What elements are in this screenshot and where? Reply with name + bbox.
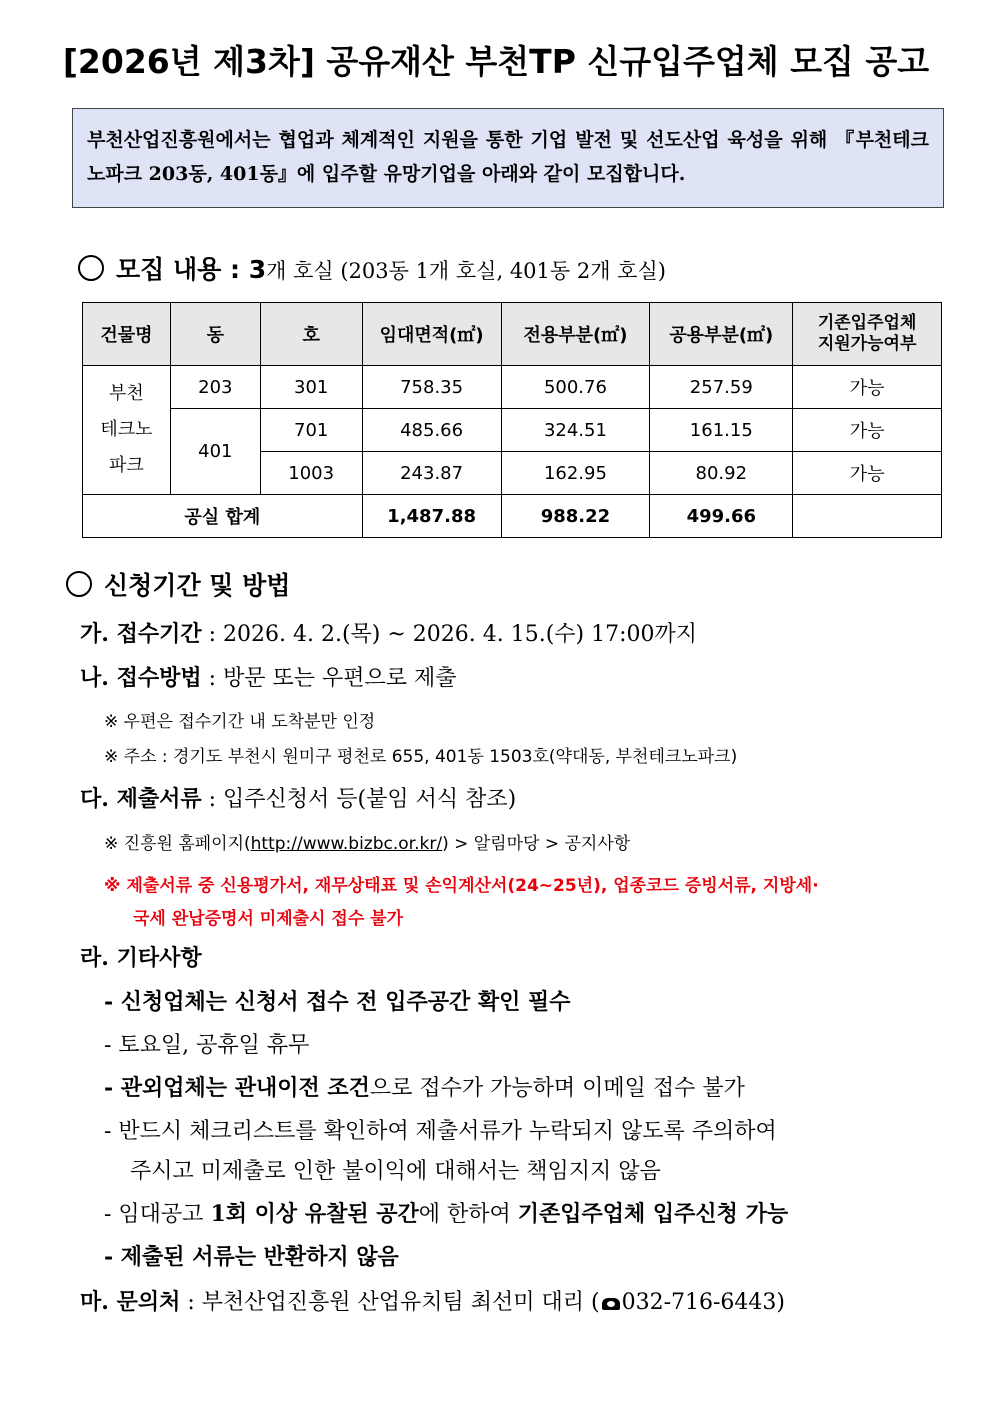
homepage-note: ※ 진흥원 홈페이지(http://www.bizbc.or.kr/) > 알림마당 > 공지사항: [104, 834, 631, 854]
area-cell: 243.87: [362, 452, 501, 495]
common-cell: 80.92: [650, 452, 793, 495]
homepage-link[interactable]: http://www.bizbc.or.kr/: [250, 834, 443, 854]
table-row: [83, 409, 942, 452]
warning-line-1: ※ 제출서류 중 신용평가서, 재무상태표 및 손익계산서(24~25년), 업종코드 증빙서류, 지방세·: [104, 876, 819, 896]
rooms-table: [82, 302, 942, 538]
etc-item-3: - 관외업체는 관내이전 조건으로 접수가 가능하며 이메일 접수 불가: [104, 1075, 745, 1101]
exclusive-cell: 324.51: [501, 409, 650, 452]
building-cell: 부천 테크노 파크: [83, 366, 171, 495]
total-area: 1,487.88: [362, 495, 501, 538]
col-area: 임대면적(㎡): [362, 303, 501, 366]
period-line: 가. 접수기간 : 2026. 4. 2.(목) ~ 2026. 4. 15.(수) 17:00까지: [80, 621, 698, 647]
method-note-1: ※ 우편은 접수기간 내 도착분만 인정: [104, 712, 376, 732]
avail-cell: 가능: [793, 366, 942, 409]
dong-cell: 203: [170, 366, 260, 409]
intro-box: 부천산업진흥원에서는 협업과 체계적인 지원을 통한 기업 발전 및 선도산업 육성을 위해 『부천테크노파크 203동, 401동』에 입주할 유망기업을 아래와 같이 모집합니다.: [72, 108, 944, 208]
area-cell: 758.35: [362, 366, 501, 409]
ho-cell: 701: [260, 409, 362, 452]
exclusive-cell: 162.95: [501, 452, 650, 495]
phone-icon: [602, 1298, 620, 1310]
col-exclusive: 전용부분(㎡): [501, 303, 650, 366]
table-row: [83, 366, 942, 409]
etc-item-5: - 임대공고 1회 이상 유찰된 공간에 한하여 기존입주업체 입주신청 가능: [104, 1201, 789, 1227]
warning-line-2: 국세 완납증명서 미제출시 접수 불가: [133, 909, 404, 929]
col-dong: 동: [170, 303, 260, 366]
recruit-summary: [78, 250, 666, 286]
section-heading: 신청기간 및 방법: [66, 566, 290, 602]
method-note-2: ※ 주소 : 경기도 부천시 원미구 평천로 655, 401동 1503호(약대동, 부천테크노파크): [104, 747, 738, 767]
avail-cell: 가능: [793, 409, 942, 452]
recruit-count: 3: [248, 255, 267, 284]
ho-cell: 301: [260, 366, 362, 409]
total-common: 499.66: [650, 495, 793, 538]
ho-cell: 1003: [260, 452, 362, 495]
contact-line: 마. 문의처 : 부천산업진흥원 산업유치팀 최선미 대리 ( 032-716-6443): [80, 1289, 785, 1315]
dong-cell: 401: [170, 409, 260, 495]
recruit-detail: 개 호실 (203동 1개 호실, 401동 2개 호실): [266, 259, 666, 283]
etc-item-1: - 신청업체는 신청서 접수 전 입주공간 확인 필수: [104, 989, 571, 1015]
col-common: 공용부분(㎡): [650, 303, 793, 366]
etc-item-4b: 주시고 미제출로 인한 불이익에 대해서는 책임지지 않음: [130, 1159, 661, 1184]
col-building: 건물명: [83, 303, 171, 366]
common-cell: 161.15: [650, 409, 793, 452]
etc-item-4a: - 반드시 체크리스트를 확인하여 제출서류가 누락되지 않도록 주의하여: [104, 1119, 777, 1144]
total-exclusive: 988.22: [501, 495, 650, 538]
col-ho: 호: [260, 303, 362, 366]
circle-bullet-icon: [78, 255, 104, 281]
area-cell: 485.66: [362, 409, 501, 452]
table-total-row: [83, 495, 942, 538]
total-label: 공실 합계: [83, 495, 363, 538]
circle-bullet-icon: [66, 571, 92, 597]
method-line: 나. 접수방법 : 방문 또는 우편으로 제출: [80, 665, 457, 691]
etc-item-6: - 제출된 서류는 반환하지 않음: [104, 1244, 399, 1270]
page-title: [2026년 제3차] 공유재산 부천TP 신규입주업체 모집 공고: [62, 42, 930, 81]
avail-cell: 가능: [793, 452, 942, 495]
table-header-row: [83, 303, 942, 366]
total-empty: [793, 495, 942, 538]
recruit-label: 모집 내용 :: [116, 255, 249, 284]
etc-heading: 라. 기타사항: [80, 945, 202, 971]
etc-item-2: - 토요일, 공휴일 휴무: [104, 1033, 310, 1058]
common-cell: 257.59: [650, 366, 793, 409]
col-availability: 기존입주업체 지원가능여부: [793, 303, 942, 366]
documents-line: 다. 제출서류 : 입주신청서 등(붙임 서식 참조): [80, 786, 517, 812]
exclusive-cell: 500.76: [501, 366, 650, 409]
